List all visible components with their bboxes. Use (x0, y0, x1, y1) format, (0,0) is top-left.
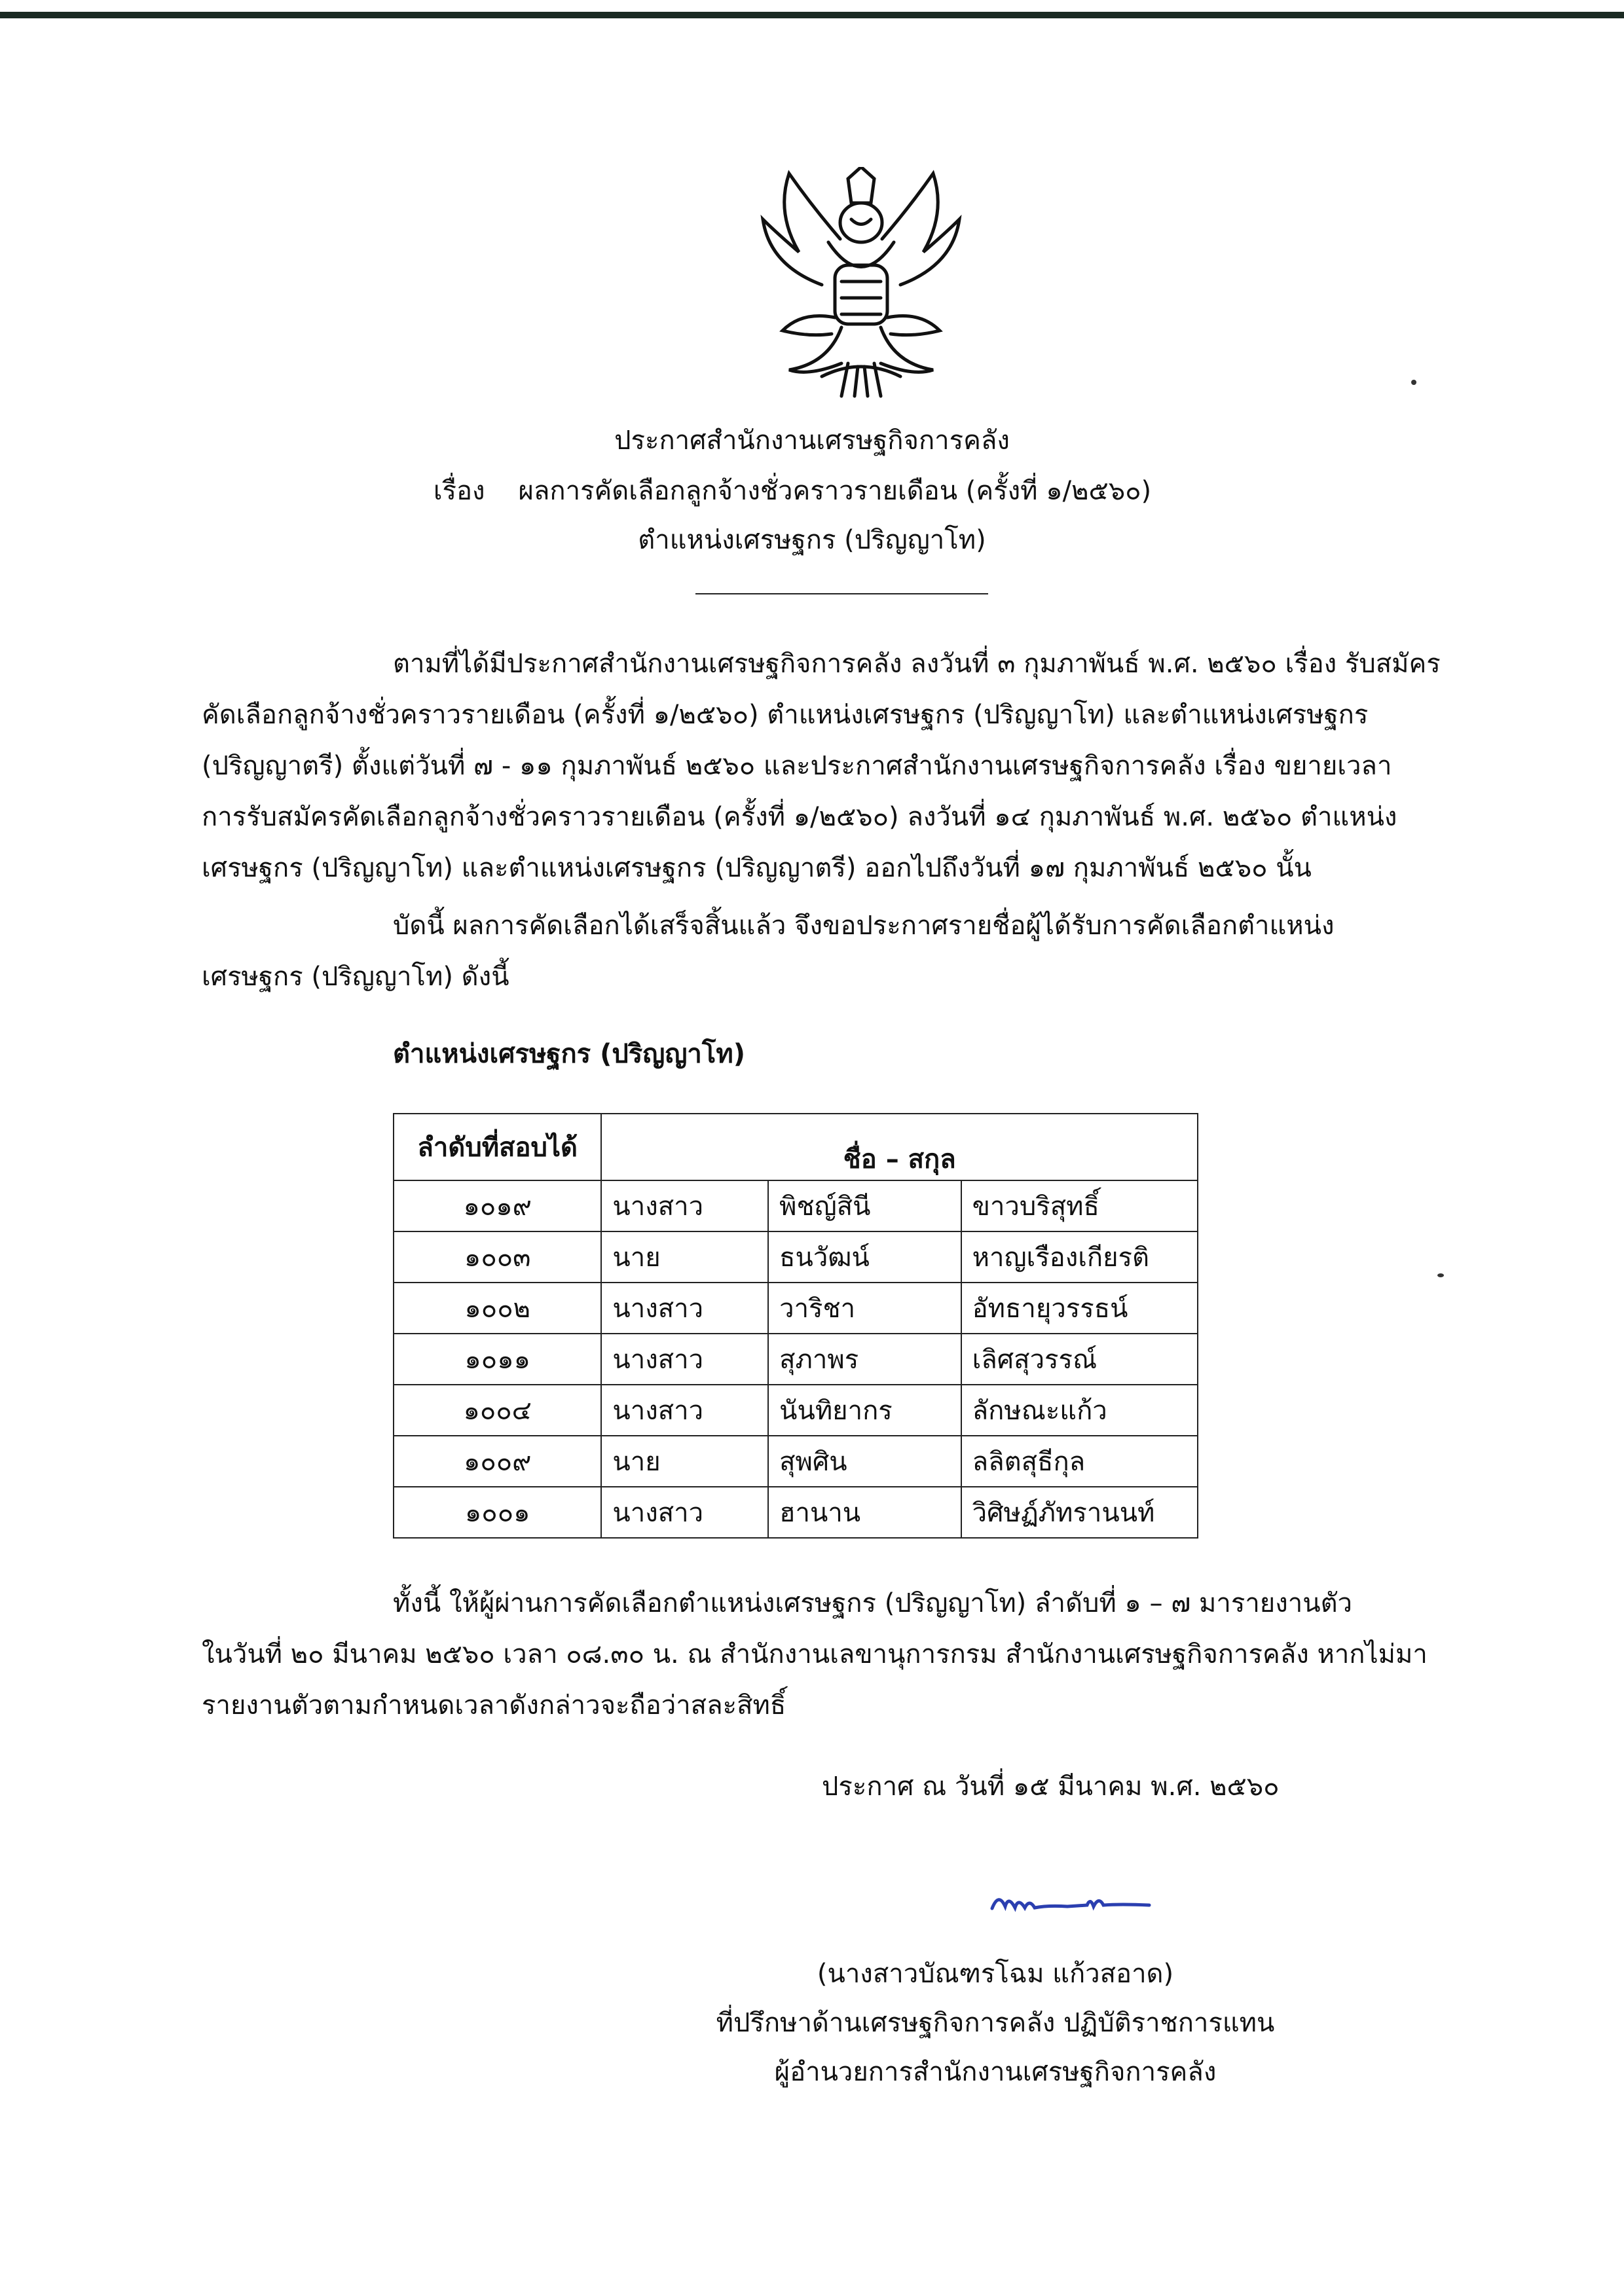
announcement-date: ประกาศ ณ วันที่ ๑๕ มีนาคม พ.ศ. ๒๕๖๐ (822, 1772, 1280, 1802)
rank-cell: ๑๐๑๙ (394, 1180, 601, 1231)
section-title: ตำแหน่งเศรษฐกร (ปริญญาโท) (393, 1039, 745, 1069)
rank-cell: ๑๐๐๒ (394, 1283, 601, 1334)
firstname-cell: นันทิยากร (768, 1385, 961, 1436)
para1-line-3: (ปริญญาตรี) ตั้งแต่วันที่ ๗ - ๑๑ กุมภาพันธ์ ๒๕๖๐ และประกาศสำนักงานเศรษฐกิจการคลัง เรื่อง ขยายเวลา (202, 751, 1392, 781)
header-rank: ลำดับที่สอบได้ (394, 1114, 601, 1180)
rank-cell: ๑๐๐๓ (394, 1231, 601, 1283)
subject-label: เรื่อง (433, 476, 485, 506)
prefix-cell: นางสาว (601, 1283, 768, 1334)
firstname-cell: ธนวัฒน์ (768, 1231, 961, 1283)
para3-line-2: ในวันที่ ๒๐ มีนาคม ๒๕๖๐ เวลา ๐๘.๓๐ น. ณ สำนักงานเลขานุการกรม สำนักงานเศรษฐกิจการคลัง หากไม่มา (202, 1639, 1428, 1669)
results-table (393, 1113, 1198, 1539)
surname-cell: ลลิตสุธีกุล (961, 1436, 1198, 1487)
header-divider (695, 593, 988, 594)
subject-line (0, 471, 1604, 511)
scan-top-edge (0, 12, 1624, 18)
prefix-cell: นางสาว (601, 1334, 768, 1385)
firstname-cell: ฮานาน (768, 1487, 961, 1538)
scan-speck (1437, 1273, 1444, 1277)
surname-cell: วิศิษฏ์ภัทรานนท์ (961, 1487, 1198, 1538)
table-row (394, 1436, 1198, 1487)
prefix-cell: นางสาว (601, 1180, 768, 1231)
garuda-emblem-icon (750, 167, 972, 399)
position-title: ตำแหน่งเศรษฐกร (ปริญญาโท) (638, 525, 986, 555)
surname-cell: หาญเรืองเกียรติ (961, 1231, 1198, 1283)
firstname-cell: วาริชา (768, 1283, 961, 1334)
rank-cell: ๑๐๐๙ (394, 1436, 601, 1487)
table-row (394, 1487, 1198, 1538)
table-row (394, 1231, 1198, 1283)
surname-cell: ลักษณะแก้ว (961, 1385, 1198, 1436)
para3-line-3: รายงานตัวตามกำหนดเวลาดังกล่าวจะถือว่าสละสิทธิ์ (202, 1690, 786, 1721)
surname-cell: ขาวบริสุทธิ์ (961, 1180, 1198, 1231)
header-name: ชื่อ – สกุล (601, 1114, 1198, 1180)
table-row (394, 1334, 1198, 1385)
table-row (394, 1283, 1198, 1334)
handwritten-signature (989, 1879, 1153, 1925)
subject-text: ผลการคัดเลือกลูกจ้างชั่วคราวรายเดือน (ครั้งที่ ๑/๒๕๖๐) (518, 476, 1152, 506)
prefix-cell: นางสาว (601, 1487, 768, 1538)
prefix-cell: นาย (601, 1436, 768, 1487)
para2-line-1: บัดนี้ ผลการคัดเลือกได้เสร็จสิ้นแล้ว จึงขอประกาศรายชื่อผู้ได้รับการคัดเลือกตำแหน่ง (393, 911, 1335, 941)
para1-line-4: การรับสมัครคัดเลือกลูกจ้างชั่วคราวรายเดือน (ครั้งที่ ๑/๒๕๖๐) ลงวันที่ ๑๔ กุมภาพันธ์ พ.ศ. ๒๕๖๐ ตำแหน่ง (202, 802, 1397, 832)
signatory-name: (นางสาวบัณฑรโฉม แก้วสอาด) (817, 1959, 1174, 1989)
surname-cell: อัทธายุวรรธน์ (961, 1283, 1198, 1334)
prefix-cell: นางสาว (601, 1385, 768, 1436)
para1-line-2: คัดเลือกลูกจ้างชั่วคราวรายเดือน (ครั้งที่ ๑/๒๕๖๐) ตำแหน่งเศรษฐกร (ปริญญาโท) และตำแหน่งเศรษฐกร (202, 700, 1369, 730)
rank-cell: ๑๐๐๔ (394, 1385, 601, 1436)
para2-line-2: เศรษฐกร (ปริญญาโท) ดังนี้ (202, 962, 509, 992)
firstname-cell: สุภาพร (768, 1334, 961, 1385)
firstname-cell: พิชญ์สินี (768, 1180, 961, 1231)
prefix-cell: นาย (601, 1231, 768, 1283)
rank-cell: ๑๐๐๑ (394, 1487, 601, 1538)
table-row (394, 1180, 1198, 1231)
rank-cell: ๑๐๑๑ (394, 1334, 601, 1385)
table-header-row (394, 1114, 1198, 1180)
org-title: ประกาศสำนักงานเศรษฐกิจการคลัง (614, 426, 1010, 456)
para3-line-1: ทั้งนี้ ให้ผู้ผ่านการคัดเลือกตำแหน่งเศรษฐกร (ปริญญาโท) ลำดับที่ ๑ – ๗ มารายงานตัว (393, 1588, 1353, 1618)
para1-line-1: ตามที่ได้มีประกาศสำนักงานเศรษฐกิจการคลัง ลงวันที่ ๓ กุมภาพันธ์ พ.ศ. ๒๕๖๐ เรื่อง รับสมัคร (393, 649, 1441, 679)
surname-cell: เลิศสุวรรณ์ (961, 1334, 1198, 1385)
table-row (394, 1385, 1198, 1436)
firstname-cell: สุพศิน (768, 1436, 961, 1487)
para1-line-5: เศรษฐกร (ปริญญาโท) และตำแหน่งเศรษฐกร (ปริญญาตรี) ออกไปถึงวันที่ ๑๗ กุมภาพันธ์ ๒๕๖๐ นั้น (202, 853, 1312, 883)
scan-speck (1411, 380, 1416, 385)
signatory-title-1: ที่ปรึกษาด้านเศรษฐกิจการคลัง ปฏิบัติราชการแทน (716, 2008, 1275, 2038)
signatory-title-2: ผู้อำนวยการสำนักงานเศรษฐกิจการคลัง (774, 2057, 1217, 2087)
